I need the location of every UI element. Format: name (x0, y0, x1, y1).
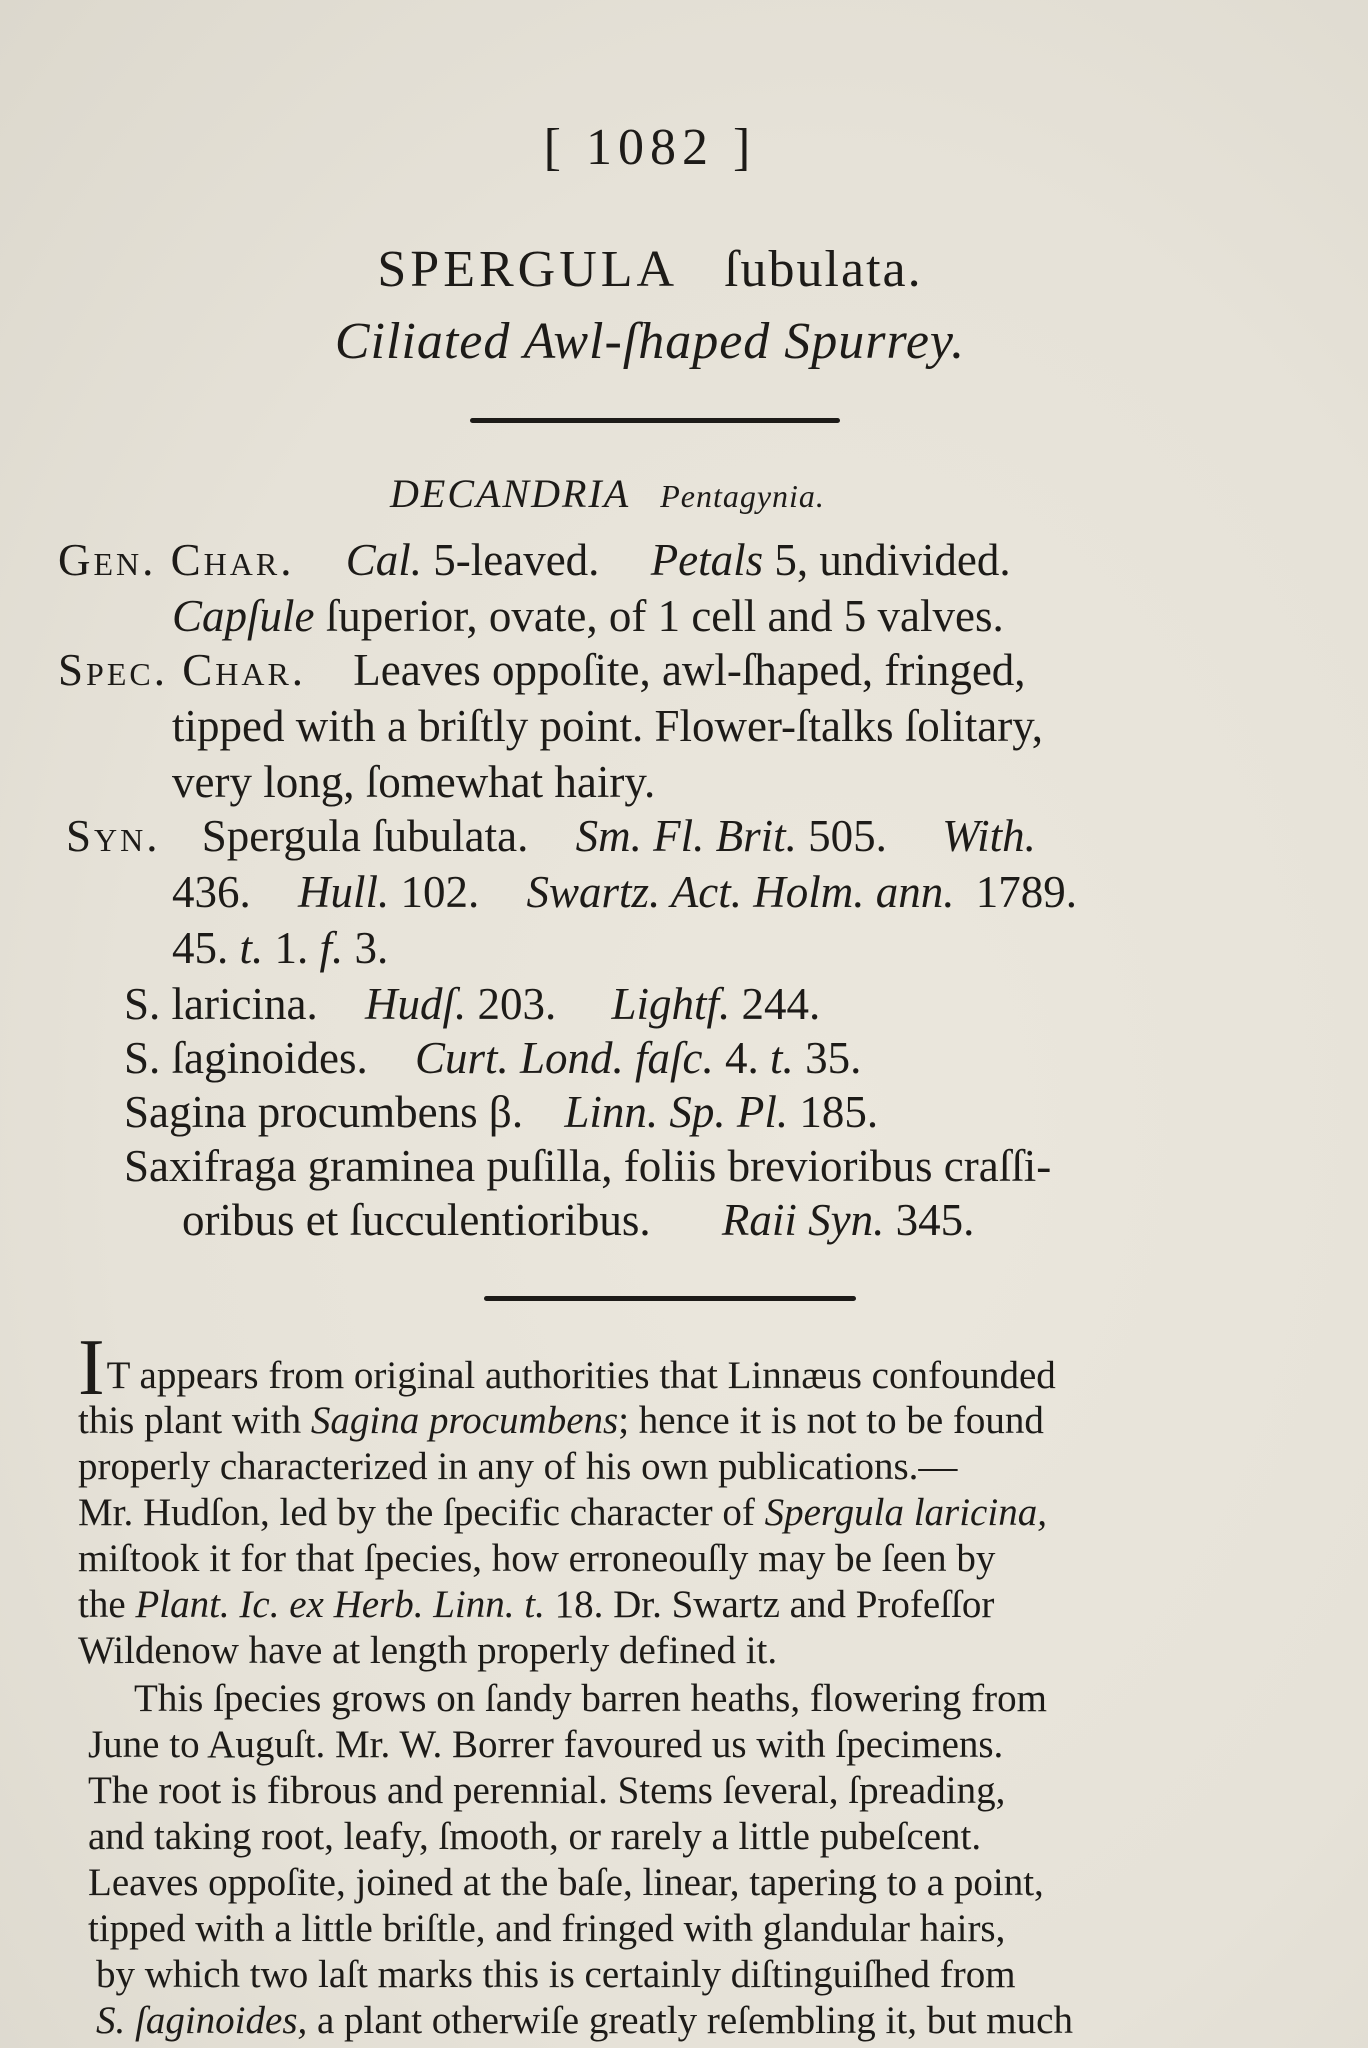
para2-line-8 (96, 1998, 1073, 2043)
para2-line-5: Leaves oppoſite, joined at the baſe, linear, tapering to a point, (88, 1861, 1044, 1904)
spec-char-line-1 (58, 644, 1026, 696)
para2-line-4: and taking root, leafy, ſmooth, or rarely a little pubeſcent. (88, 1815, 982, 1858)
para2-line-1: This ſpecies grows on ſandy barren heaths, flowering from (134, 1677, 1047, 1720)
spec-char-line-2: tipped with a briſtly point. Flower-ſtalks ſolitary, (172, 701, 1044, 751)
syn-1-f-label: f. (319, 923, 344, 973)
petals-text: 5, undivided. (774, 535, 1011, 585)
para1-text-6a: the (78, 1583, 126, 1626)
para1-line-5: miſtook it for that ſpecies, how erroneouſly may be ſeen by (78, 1537, 996, 1580)
para2-line-6: tipped with a little briſtle, and fringed with glandular hairs, (88, 1907, 1006, 1950)
para1-line-2 (78, 1398, 1044, 1443)
syn-line-3 (172, 922, 388, 974)
para1-text-1: T appears from original authorities that Linnæus confounded (106, 1354, 1056, 1397)
syn-line-5 (124, 1032, 861, 1084)
cal-label: Cal. (345, 535, 423, 585)
para1-line-4 (78, 1490, 1047, 1535)
syn-3-name: S. ſaginoides. (124, 1033, 368, 1083)
syn-1-hull-ref: Hull. (298, 867, 390, 917)
syn-2-num: 203. (477, 979, 557, 1029)
syn-1-name: Spergula ſubulata. (201, 811, 529, 861)
para1-text-2a: this plant with (78, 1399, 302, 1442)
para1-line-1 (78, 1324, 1056, 1412)
syn-1-hull-num: 102. (400, 867, 480, 917)
syn-3-t-label: t. (770, 1033, 794, 1083)
syn-5-num: 345. (895, 1195, 975, 1245)
syn-4-name: Sagina procumbens β. (124, 1087, 524, 1137)
para1-text-4-italic: Spergula laricina, (764, 1491, 1047, 1534)
para1-line-7: Wildenow have at length properly defined it. (78, 1629, 778, 1672)
petals-label: Petals (650, 535, 764, 585)
drop-cap: I (78, 1324, 105, 1412)
syn-line-7: Saxifraga graminea puſilla, foliis brevioribus craſſi- (124, 1141, 1052, 1191)
gen-char-label: Gen. Char. (58, 535, 295, 585)
para2-text-8-italic: S. ſaginoides, (96, 1999, 308, 2042)
spec-char-label: Spec. Char. (58, 645, 307, 695)
syn-label: Syn. (66, 811, 161, 861)
cal-text: 5-leaved. (433, 535, 600, 585)
syn-4-num: 185. (799, 1087, 879, 1137)
common-name: Ciliated Awl-ſhaped Spurrey. (334, 313, 966, 370)
syn-line-6 (124, 1086, 878, 1138)
capsule-text: ſuperior, ovate, of 1 cell and 5 valves. (325, 591, 1004, 641)
gen-char-line-2 (172, 590, 1004, 642)
para1-text-6-italic: Plant. Ic. ex Herb. Linn. t. (135, 1583, 545, 1626)
syn-1-t-label: t. (239, 923, 264, 973)
syn-4-ref: Linn. Sp. Pl. (564, 1087, 789, 1137)
syn-1-page-num: 436. (172, 867, 251, 917)
class-name: DECANDRIA (390, 471, 631, 516)
spec-char-line-3: very long, ſomewhat hairy. (172, 757, 656, 807)
para1-line-3: properly characterized in any of his own publications.— (78, 1445, 958, 1488)
syn-2-ref-2: Lightf. (611, 979, 731, 1029)
species-title (0, 240, 1300, 299)
syn-1-ref-1: Sm. Fl. Brit. (575, 811, 797, 861)
syn-1-t-num: 1. (274, 923, 309, 973)
syn-line-1 (66, 810, 1036, 862)
para1-line-6 (78, 1582, 994, 1627)
para1-text-6b: 18. Dr. Swartz and Profeſſor (554, 1583, 995, 1626)
syn-2-name: S. laricina. (124, 979, 318, 1029)
species-epithet: ſubulata. (724, 241, 923, 298)
para1-text-4a: Mr. Hudſon, led by the ſpecific character of (78, 1491, 755, 1534)
syn-1-volume: 45. (172, 923, 229, 973)
syn-line-4 (124, 978, 820, 1030)
para2-line-7: by which two laſt marks this is certainly diſtinguiſhed from (96, 1953, 1016, 1996)
syn-1-ref-2: With. (942, 811, 1036, 861)
syn-1-swartz-ref: Swartz. Act. Holm. ann. (526, 867, 955, 917)
capsule-label: Capſule (172, 591, 315, 641)
syn-2-ref: Hudſ. (364, 979, 467, 1029)
divider-rule (470, 418, 840, 423)
para2-line-3: The root is fibrous and perennial. Stems ſeveral, ſpreading, (88, 1769, 1006, 1812)
para1-text-2b: ; hence it is not to be found (618, 1399, 1044, 1442)
syn-line-2 (172, 866, 1077, 918)
para2-line-2: June to Auguſt. Mr. W. Borrer favoured us with ſpecimens. (88, 1723, 1004, 1766)
syn-3-t-num: 35. (805, 1033, 862, 1083)
linnaean-classification (390, 470, 825, 517)
order-name: Pentagynia. (660, 478, 825, 514)
syn-1-f-num: 3. (354, 923, 389, 973)
gen-char-line-1 (58, 534, 1011, 586)
genus-name: SPERGULA (377, 241, 679, 298)
syn-5-ref: Raii Syn. (721, 1195, 885, 1245)
syn-1-year: 1789. (975, 867, 1077, 917)
para1-text-2-italic: Sagina procumbens (310, 1399, 619, 1442)
syn-5-text: oribus et ſucculentioribus. (182, 1195, 651, 1245)
page-number: [ 1082 ] (543, 119, 757, 176)
divider-rule-2 (484, 1296, 856, 1301)
syn-2-num-2: 244. (741, 979, 821, 1029)
spec-char-text-1: Leaves oppoſite, awl-ſhaped, fringed, (353, 645, 1026, 695)
syn-1-ref-1-num: 505. (808, 811, 887, 861)
para2-text-8b: a plant otherwiſe greatly reſembling it, but much (317, 1999, 1073, 2042)
syn-3-num: 4. (725, 1033, 759, 1083)
syn-line-8 (182, 1194, 974, 1246)
syn-3-ref: Curt. Lond. faſc. (415, 1033, 714, 1083)
